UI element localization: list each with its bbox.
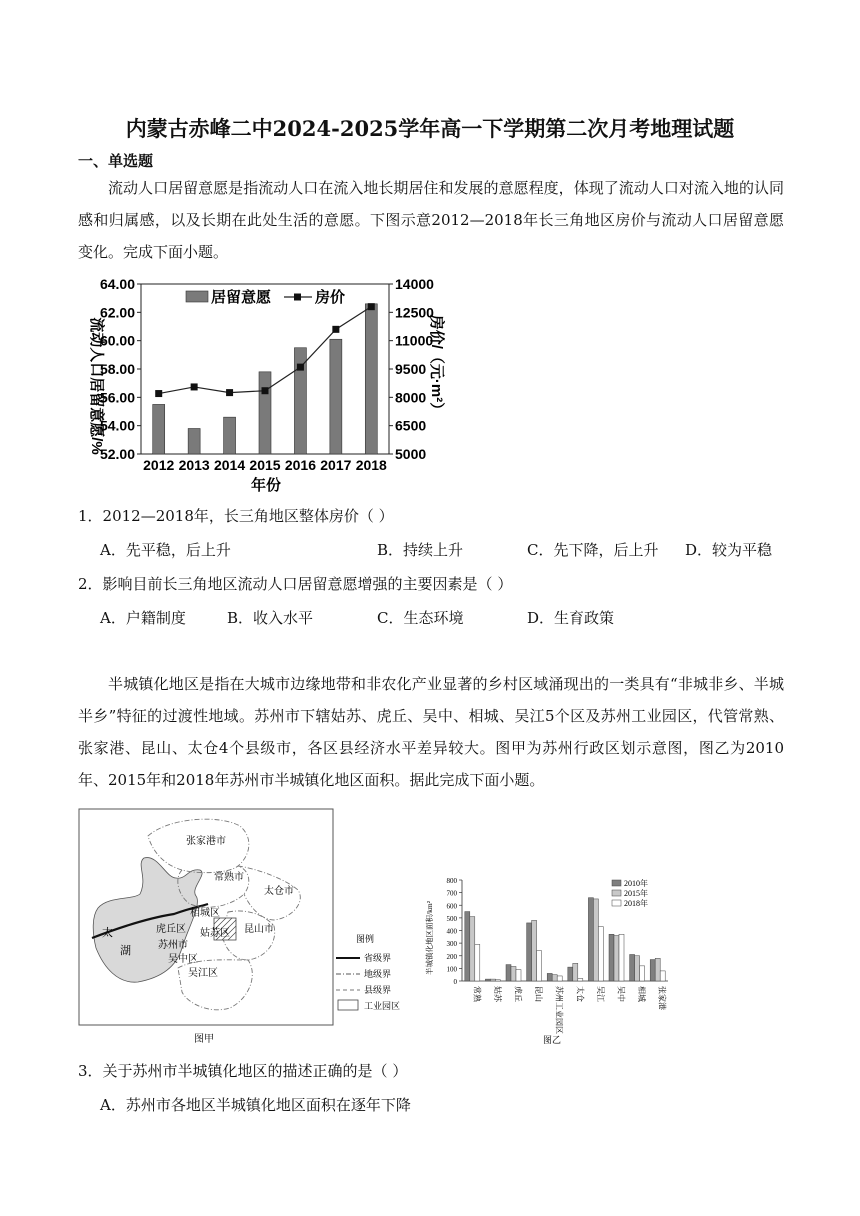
chart2-y-tick-label: 700 [446,889,457,898]
chart2-y-tick-label: 100 [446,965,457,974]
chart1-right-tick-label: 12500 [395,304,434,321]
suzhou-map [78,808,428,1048]
q1-option-c[interactable]: C．先下降，后上升 [527,541,659,559]
chart2-y-axis-label: 半城镇化地区面积/km² [425,901,434,975]
chart1-x-tick-label: 2016 [284,457,317,473]
chart2-bar [506,965,511,981]
chart2-bar [573,963,578,981]
chart2-x-tick-label: 张家港 [657,986,667,1010]
chart2-caption: 图乙 [542,1035,562,1045]
question-3-stem: 3．关于苏州市半城镇化地区的描述正确的是（ ） [78,1062,408,1080]
map-label-hu: 湖 [120,945,131,957]
chart2-bar [511,966,516,981]
chart1-bar [153,404,165,454]
chart1-x-tick-label: 2012 [143,457,175,473]
legend-line-marker [294,294,301,301]
chart1-right-axis-label: 房价/（元·m²） [428,314,445,418]
chart2-bar [635,956,640,981]
legend-park: 工业园区 [364,1001,401,1011]
map-label-suzhou: 苏州市 [158,940,188,951]
chart2-x-tick-label: 昆山 [534,986,544,1002]
chart1-bar [330,339,342,454]
chart1-right-tick-label: 8000 [395,389,427,406]
chart1-right-tick-label: 6500 [395,417,427,434]
chart2-x-tick-label: 苏州工业园区 [554,986,564,1034]
material-paragraph-1 [78,172,784,268]
chart2-bar [640,966,645,981]
chart2-bar [532,920,537,981]
chart2-bar [568,967,573,981]
chart1-x-axis-label: 年份 [250,477,282,494]
chart2-bar [557,976,562,981]
map-label-kunshan: 昆山市 [244,924,274,935]
chart1-left-tick-label: 64.00 [99,276,135,292]
q2-option-c[interactable]: C．生态环境 [377,609,464,627]
chart1-price-point [191,383,198,390]
chart2-x-tick-label: 太仓 [575,986,585,1002]
chart2-x-tick-label: 相城 [637,986,647,1002]
chart1-left-tick-label: 60.00 [99,332,135,349]
chart2-x-tick-label: 虎丘 [513,986,523,1002]
chart2-x-tick-label: 常熟 [472,986,482,1002]
chart1-price-point [332,326,339,333]
chart1-bar [259,372,271,454]
chart2-bar [537,951,542,981]
map-label-zhangjiagang: 张家港市 [186,836,226,847]
material-paragraph-2 [78,668,784,796]
question-2-stem: 2．影响目前长三角地区流动人口居留意愿增强的主要因素是（ ） [78,575,513,593]
q2-option-d[interactable]: D．生育政策 [527,609,615,627]
chart1-price-point [297,364,304,371]
chart2-bar [655,958,660,981]
chart1-x-tick-label: 2017 [320,457,352,473]
chart2-y-tick-label: 400 [446,927,457,936]
chart2-bar [614,936,619,981]
chart-semi-urban-area [420,868,690,1048]
chart1-x-tick-label: 2014 [213,457,246,473]
chart1-left-tick-label: 52.00 [99,446,135,462]
chart2-bar [609,934,614,981]
chart1-x-tick-label: 2018 [355,457,387,473]
q2-option-b[interactable]: B．收入水平 [227,609,314,627]
chart2-bar [598,927,603,981]
chart2-bar [593,899,598,981]
chart1-bar [224,417,236,454]
chart2-legend-swatch [612,880,621,886]
q1-option-b[interactable]: B．持续上升 [377,541,464,559]
chart1-right-tick-label: 5000 [395,446,427,462]
chart2-bar [650,960,655,981]
chart2-legend-swatch [612,900,621,906]
chart1-price-point [368,303,375,310]
chart2-y-tick-label: 300 [446,940,457,949]
q1-option-d[interactable]: D．较为平稳 [685,541,773,559]
chart-housing-price-residence [76,276,476,498]
map-label-gusu: 姑苏区 [200,928,230,939]
map-label-changshu: 常熟市 [214,872,244,883]
chart1-price-point [155,390,162,397]
legend-prefecture: 地级界 [364,969,392,979]
chart1-right-tick-label: 9500 [395,361,427,377]
chart1-price-point [262,387,269,394]
page-title: 内蒙古赤峰二中2024-2025学年高一下学期第二次月考地理试题 [125,116,735,141]
chart1-price-point [226,389,233,396]
legend-bar-label: 居留意愿 [211,289,272,306]
chart2-y-tick-label: 500 [446,914,457,923]
chart2-x-tick-label: 吴中 [616,986,626,1002]
chart2-bar [660,971,665,981]
chart1-x-tick-label: 2013 [178,457,210,473]
chart2-bar [495,980,500,981]
legend-park-symbol [338,1000,358,1010]
q1-option-a[interactable]: A．先平稳，后上升 [100,541,231,559]
chart1-left-tick-label: 54.00 [99,417,135,434]
legend-county: 县级界 [364,985,392,995]
chart2-x-tick-label: 吴江 [595,986,605,1002]
chart1-bar [365,304,377,454]
chart2-bar [619,934,624,981]
chart2-bar [490,979,495,981]
map-label-tai: 太 [102,927,113,939]
chart2-bar [516,970,521,981]
chart2-legend-label: 2015年 [624,889,648,898]
chart2-legend-label: 2018年 [624,899,648,908]
chart2-bar [475,944,480,981]
chart2-bar [630,954,635,981]
chart2-bar [552,975,557,981]
chart1-left-axis-label: 流动人口居留意愿/% [88,317,105,455]
map-label-taicang: 太仓市 [264,886,294,897]
chart2-bar [578,978,583,981]
material-text-1: 流动人口居留意愿是指流动人口在流入地长期居住和发展的意愿程度，体现了流动人口对流入地的认同感和归属感，以及长期在此处生活的意愿。下图示意2012—2018年长三角地区房价与流动人口居留意愿变化。完成下面小题。 [78,179,784,261]
chart2-y-tick-label: 800 [446,877,457,885]
chart1-right-tick-label: 14000 [395,276,434,292]
section-heading: 一、单选题 [78,152,154,170]
chart2-legend-label: 2010年 [624,879,648,888]
chart2-y-tick-label: 0 [453,978,457,986]
chart1-right-tick-label: 11000 [395,332,434,349]
chart2-legend-swatch [612,890,621,896]
chart1-left-tick-label: 56.00 [99,389,135,406]
chart2-x-tick-label: 姑苏 [492,986,502,1002]
q2-option-a[interactable]: A．户籍制度 [100,609,186,627]
map-label-wujiang: 吴江区 [188,968,218,979]
map-label-xiangcheng: 相城区 [190,908,220,919]
q3-option-a[interactable]: A．苏州市各地区半城镇化地区面积在逐年下降 [100,1096,411,1114]
chart1-left-tick-label: 62.00 [99,304,135,321]
question-1-stem: 1．2012—2018年，长三角地区整体房价（ ） [78,507,394,525]
map-legend-title: 图例 [356,934,375,944]
legend-bar-swatch [186,291,208,302]
map-label-wuzhong: 吴中区 [168,954,198,965]
chart2-y-tick-label: 600 [446,902,457,911]
chart1-left-tick-label: 58.00 [99,361,135,377]
chart1-bar [188,429,200,455]
chart2-bar [465,912,470,981]
legend-provincial: 省级界 [364,953,392,963]
map-caption: 图甲 [194,1034,214,1045]
chart2-bar [527,923,532,981]
chart2-bar [485,979,490,981]
map-label-huqiu: 虎丘区 [156,924,186,935]
chart2-y-tick-label: 200 [446,952,457,961]
chart2-bar [470,917,475,981]
material-text-2: 半城镇化地区是指在大城市边缘地带和非农化产业显著的乡村区域涌现出的一类具有“非城非乡、半城半乡”特征的过渡性地域。苏州市下辖姑苏、虎丘、吴中、相城、吴江5个区及苏州工业园区，代管常熟、张家港、昆山、太仓4个县级市，各区县经济水平差异较大。图甲为苏州行政区划示意图，图乙为2010年、2015年和2018年苏州市半城镇化地区面积。据此完成下面小题。 [78,675,784,789]
chart2-bar [588,898,593,981]
chart2-bar [547,973,552,981]
legend-line-label: 房价 [315,289,346,306]
chart1-x-tick-label: 2015 [249,457,281,473]
